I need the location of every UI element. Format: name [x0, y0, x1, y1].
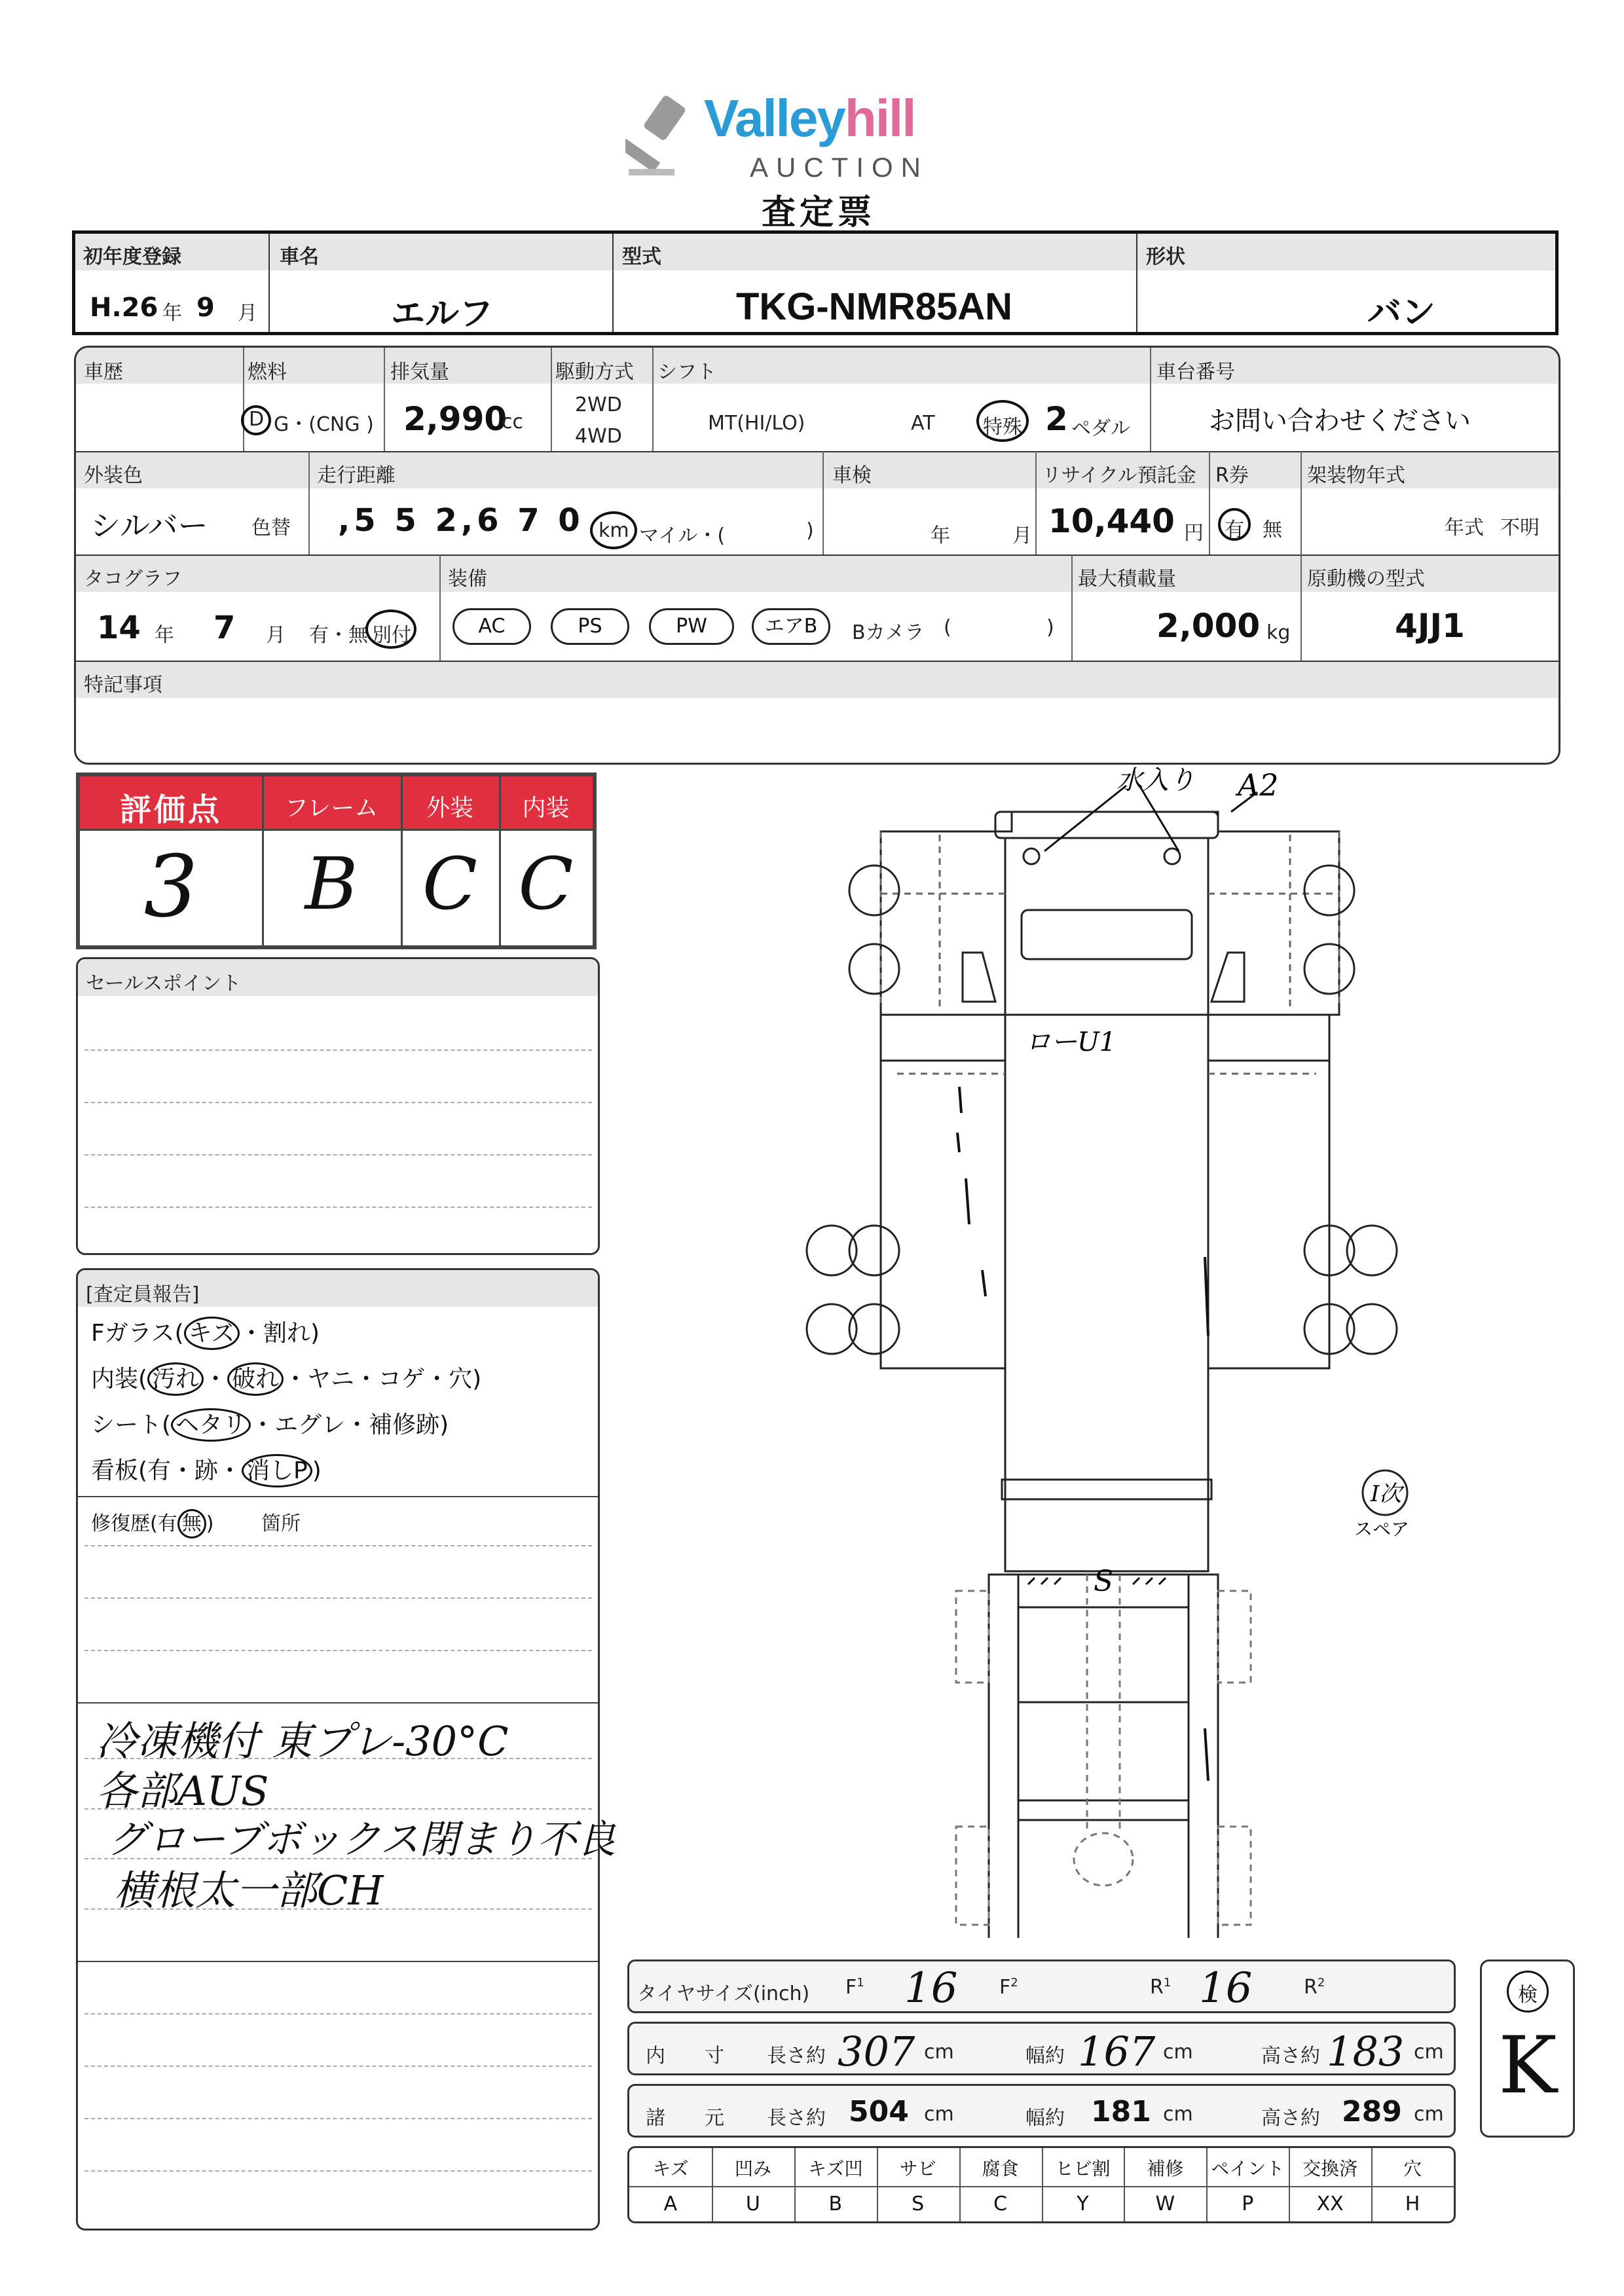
- first-reg-label: 初年度登録: [83, 246, 181, 268]
- tacho-month-unit: 月: [266, 624, 286, 647]
- legend-name-8: 交換済: [1302, 2158, 1358, 2179]
- repair-prefix: 修復歴(有: [91, 1512, 177, 1535]
- tire-r1-label: R: [1150, 1976, 1164, 1999]
- spec-dim-label: 諸 元: [646, 2107, 724, 2130]
- legend-code-2: B: [828, 2193, 843, 2215]
- first-reg-month-unit: 月: [238, 302, 257, 325]
- tire-size-row: [627, 1959, 1456, 2013]
- tacho-year: 14: [97, 610, 141, 646]
- inspection-month: 月: [1012, 524, 1032, 547]
- rken-no: 無: [1263, 519, 1282, 541]
- body-year-label: 架装物年式: [1307, 464, 1405, 487]
- inspection-year: 年: [931, 524, 950, 547]
- legend-name-6: 補修: [1147, 2158, 1184, 2179]
- brand-hill: hill: [844, 89, 915, 147]
- note-line-3: グローブボックス閉まり不良: [107, 1817, 616, 1863]
- mileage-km: km: [599, 519, 629, 542]
- equip-ac: AC: [452, 608, 531, 645]
- wheel-front-right-2: [1304, 944, 1354, 994]
- tire-f2-label: F: [999, 1976, 1011, 1999]
- legend-name-5: ヒビ割: [1055, 2158, 1111, 2179]
- inner-height-label: 高さ約: [1261, 2045, 1320, 2068]
- drive-label: 駆動方式: [555, 361, 634, 384]
- interior-prefix: 内装(: [91, 1366, 148, 1393]
- vehicle-shape: バン: [1367, 293, 1435, 333]
- inspector-label: [査定員報告]: [86, 1283, 200, 1306]
- shift-mt: MT(HI/LO): [708, 412, 805, 435]
- tacho-label: タコグラフ: [84, 568, 182, 591]
- tire-f1-value: 16: [904, 1964, 958, 2013]
- grade-score: 3: [143, 837, 198, 936]
- grade-table: [76, 773, 597, 949]
- recycle-unit: 円: [1184, 522, 1204, 545]
- document-title: 査定票: [761, 193, 876, 232]
- pedal-count: 2: [1045, 400, 1068, 438]
- legend-code-8: XX: [1316, 2193, 1344, 2215]
- model-code: TKG-NMR85AN: [735, 285, 1013, 328]
- tire-f2-sup: 2: [1010, 1976, 1018, 1990]
- tire-f1-label: F: [845, 1976, 857, 1999]
- pedal-unit: ペダル: [1071, 417, 1130, 440]
- repaint-option: 色替: [251, 517, 291, 539]
- chassis-label: 車台番号: [1156, 361, 1235, 384]
- inner-width-value: 167: [1078, 2028, 1156, 2075]
- auction-logo: [625, 89, 966, 196]
- equip-ps: PS: [551, 608, 629, 645]
- inner-height-value: 183: [1327, 2028, 1405, 2075]
- drive-2wd: 2WD: [575, 393, 622, 416]
- grade-interior: C: [518, 842, 574, 926]
- legend-code-3: S: [912, 2193, 925, 2215]
- legend-code-5: Y: [1077, 2193, 1089, 2215]
- annotation-a2: A2: [1238, 767, 1279, 803]
- inner-len-value: 307: [838, 2028, 915, 2075]
- engine-model: 4JJ1: [1395, 607, 1465, 645]
- annotation-roller: ローU1: [1025, 1027, 1116, 1057]
- equip-label: 装備: [448, 568, 487, 591]
- inspector-report-box: [査定員報告] Fガラス( キズ ・割れ) 内装( 汚れ ・ 破れ ・ヤニ・コゲ・穴) シート( ヘタリ ・エグレ・補修跡) 看板(有・跡・ 消しP ) 修復歴(有 無 ) 箇所 冷凍機付 東プレ-30°C 各部AUS グローブボックス閉まり不良 横根太一部CH: [76, 1268, 600, 2231]
- mileage-label: 走行距離: [317, 464, 396, 487]
- annotation-s: S: [1094, 1565, 1114, 1598]
- rear-bumper: [1002, 1480, 1211, 1499]
- legend-code-9: H: [1405, 2193, 1420, 2215]
- glass-scratch-circled: キズ: [184, 1317, 240, 1350]
- grade-header-interior: 内装: [522, 795, 570, 822]
- inner-dimensions-row: [627, 2022, 1456, 2075]
- engine-label: 原動機の型式: [1307, 568, 1425, 591]
- note-line-1: 冷凍機付 東プレ-30°C: [96, 1717, 509, 1765]
- spec-height-value: 289: [1342, 2095, 1402, 2128]
- spec-width-label: 幅約: [1025, 2107, 1065, 2130]
- tacho-separate: 別付: [372, 624, 411, 647]
- inner-height-unit: cm: [1414, 2041, 1444, 2064]
- legend-name-1: 凹み: [734, 2158, 771, 2179]
- rken-yes: 有: [1225, 519, 1244, 541]
- equip-pw: PW: [649, 608, 734, 645]
- brand-valley: Valley: [704, 89, 845, 147]
- rear-bumper-top: [995, 812, 1218, 838]
- fuel-diesel: D: [249, 408, 265, 431]
- wheel-front-left-2: [849, 944, 899, 994]
- first-reg-era: H.26: [90, 293, 158, 323]
- legend-name-2: キズ凹: [808, 2158, 863, 2179]
- displacement-unit: cc: [502, 410, 523, 433]
- tire-r2-label: R: [1304, 1976, 1318, 1999]
- interior-tear-circled: 破れ: [227, 1362, 284, 1396]
- basic-info-table: [72, 230, 1559, 335]
- inspection-label: 車検: [832, 464, 872, 487]
- legend-code-1: U: [745, 2193, 760, 2215]
- spec-dimensions-row: [627, 2084, 1456, 2138]
- sales-point-box: [76, 957, 600, 1255]
- mileage-close: ): [806, 519, 814, 542]
- recycle-label: リサイクル預託金: [1042, 464, 1196, 487]
- shift-special: 特殊: [983, 416, 1022, 439]
- spec-height-unit: cm: [1414, 2103, 1444, 2126]
- seat-rest: ・エグレ・補修跡): [251, 1412, 449, 1438]
- note-line-2: 各部AUS: [96, 1767, 269, 1815]
- recycle-fee: 10,440: [1048, 502, 1175, 540]
- seat-prefix: シート(: [91, 1412, 172, 1438]
- shape-label: 形状: [1146, 246, 1185, 268]
- legend-name-9: 穴: [1403, 2158, 1422, 2179]
- inspection-code-value: K: [1498, 2020, 1557, 2111]
- legend-code-7: P: [1242, 2193, 1254, 2215]
- grade-header-exterior: 外装: [426, 795, 473, 822]
- inner-width-unit: cm: [1163, 2041, 1193, 2064]
- max-load-label: 最大積載量: [1078, 568, 1176, 591]
- legend-name-4: 腐食: [982, 2158, 1019, 2179]
- chassis-number: お問い合わせください: [1209, 406, 1471, 436]
- shift-label: シフト: [657, 361, 716, 384]
- equip-camera: Bカメラ: [852, 621, 925, 644]
- mileage-value: ,5 5 2,6 7 0: [338, 502, 584, 539]
- tire-f1-sup: 1: [857, 1976, 864, 1990]
- body-year-unit: 年式: [1445, 517, 1484, 539]
- max-load-unit: kg: [1266, 621, 1291, 644]
- legend-code-4: C: [993, 2193, 1008, 2215]
- repair-none-circled: 無: [177, 1509, 206, 1539]
- spec-width-unit: cm: [1163, 2103, 1193, 2126]
- wheel-front-right-1: [1304, 866, 1354, 915]
- repair-suffix: ): [206, 1512, 214, 1535]
- shift-at: AT: [911, 412, 935, 435]
- remarks-label: 特記事項: [84, 674, 162, 697]
- tire-r1-value: 16: [1199, 1964, 1253, 2013]
- sales-point-label: セールスポイント: [86, 972, 242, 995]
- drive-4wd: 4WD: [575, 425, 622, 448]
- inner-dim-label: 内 寸: [646, 2045, 724, 2068]
- grade-header-score: 評価点: [119, 792, 222, 828]
- tire-r2-sup: 2: [1317, 1976, 1325, 1990]
- legend-name-3: サビ: [899, 2158, 936, 2179]
- spec-len-unit: cm: [924, 2103, 954, 2126]
- gavel-icon: [625, 92, 697, 177]
- seat-worn-circled: ヘタリ: [171, 1408, 251, 1442]
- fuel-label: 燃料: [248, 361, 287, 384]
- model-label: 型式: [622, 246, 661, 268]
- tacho-month: 7: [213, 610, 236, 646]
- tire-r1-sup: 1: [1163, 1976, 1172, 1990]
- cab-outline: [881, 812, 1339, 1015]
- interior-rest: ・ヤニ・コゲ・穴): [284, 1366, 482, 1393]
- car-name: エルフ: [390, 295, 493, 334]
- inspection-code-label: 検: [1518, 1984, 1538, 2007]
- legend-code-0: A: [663, 2193, 678, 2215]
- first-reg-month: 9: [196, 293, 215, 323]
- grade-frame: B: [304, 842, 358, 926]
- annotation-water: 水入り: [1116, 765, 1195, 795]
- grade-exterior: C: [422, 842, 478, 926]
- cargo-box-body: [1005, 838, 1208, 1571]
- note-line-4: 横根太一部CH: [114, 1867, 384, 1914]
- equip-paren-close: ): [1046, 616, 1054, 639]
- equip-paren-open: (: [944, 616, 951, 639]
- body-year-unknown: 不明: [1500, 517, 1540, 539]
- spare-label: スペア: [1354, 1518, 1410, 1540]
- inner-width-label: 幅約: [1025, 2045, 1065, 2068]
- rken-label: R券: [1215, 464, 1249, 487]
- cab-window: [1022, 910, 1192, 959]
- legend-code-6: W: [1155, 2193, 1175, 2215]
- displacement-value: 2,990: [403, 400, 507, 438]
- exterior-color: シルバー: [90, 508, 208, 543]
- inner-len-label: 長さ約: [767, 2045, 826, 2068]
- spec-width-value: 181: [1091, 2095, 1151, 2128]
- legend-name-0: キズ: [652, 2158, 689, 2179]
- equip-airbag: エアB: [752, 608, 830, 645]
- tire-size-label: タイヤサイズ(inch): [637, 1982, 810, 2005]
- tacho-options: 有・無: [309, 624, 368, 647]
- max-load-value: 2,000: [1156, 607, 1261, 645]
- sign-prefix: 看板(有・跡・: [91, 1457, 242, 1484]
- inspection-code-box: [1480, 1959, 1575, 2138]
- brand-auction: AUCTION: [750, 152, 929, 183]
- car-name-label: 車名: [280, 246, 319, 268]
- chassis-frame: [989, 1575, 1218, 1938]
- sign-erased-circled: 消しP: [242, 1454, 312, 1487]
- spec-height-label: 高さ約: [1261, 2107, 1320, 2130]
- vehicle-damage-diagram: [786, 759, 1441, 1938]
- spec-len-label: 長さ約: [767, 2107, 826, 2130]
- fuel-options: G・(CNG ): [274, 413, 374, 436]
- sign-rest: ): [312, 1457, 322, 1484]
- vehicle-details-table: [74, 346, 1560, 765]
- damage-legend: [627, 2146, 1456, 2223]
- spare-circled: I次: [1371, 1481, 1402, 1507]
- mileage-mile: マイル・(: [639, 524, 726, 547]
- color-label: 外装色: [84, 464, 143, 487]
- first-reg-year-unit: 年: [162, 302, 182, 325]
- history-label: 車歴: [84, 361, 123, 384]
- grade-header-frame: フレーム: [284, 795, 378, 822]
- inner-len-unit: cm: [924, 2041, 954, 2064]
- wheel-front-left-1: [849, 866, 899, 915]
- repair-location-label: 箇所: [261, 1512, 301, 1535]
- glass-rest: ・割れ): [239, 1320, 320, 1347]
- legend-name-7: ペイント: [1211, 2158, 1285, 2179]
- tacho-year-unit: 年: [155, 624, 174, 647]
- displacement-label: 排気量: [390, 361, 449, 384]
- glass-prefix: Fガラス(: [91, 1320, 184, 1347]
- spec-len-value: 504: [849, 2095, 909, 2128]
- interior-dirt-circled: 汚れ: [147, 1362, 204, 1396]
